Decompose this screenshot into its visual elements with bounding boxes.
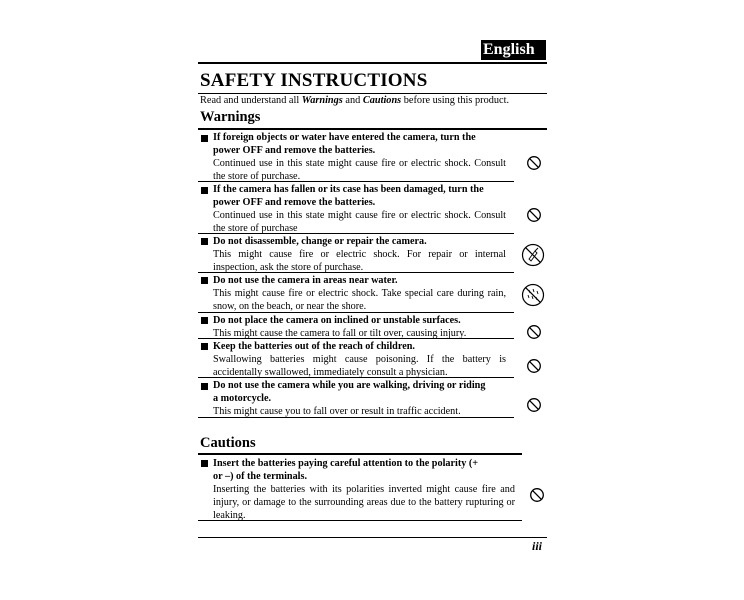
item-title: Do not use the camera while you are walking, driving or riding	[213, 380, 486, 391]
no-water-icon	[521, 283, 545, 312]
bullet-icon	[201, 460, 208, 467]
bullet-icon	[201, 277, 208, 284]
caution-item	[198, 455, 522, 521]
prohibited-icon	[526, 358, 542, 379]
warning-item	[198, 339, 514, 378]
intro-text	[200, 95, 509, 106]
bullet-icon	[201, 187, 208, 194]
header-rule	[198, 62, 547, 64]
prohibited-icon	[526, 397, 542, 418]
item-title: Insert the batteries paying careful attention to the polarity (+	[213, 458, 479, 469]
item-title-cont: power OFF and remove the batteries.	[213, 145, 376, 156]
warning-item	[198, 130, 514, 182]
bullet-icon	[201, 343, 208, 350]
bullet-icon	[201, 383, 208, 390]
page-title: SAFETY INSTRUCTIONS	[200, 70, 428, 91]
bullet-icon	[201, 238, 208, 245]
warning-item	[198, 234, 514, 273]
warnings-heading: Warnings	[200, 109, 261, 125]
title-rule	[198, 93, 547, 94]
bullet-icon	[201, 317, 208, 324]
intro-before: Read and understand all	[200, 95, 302, 106]
item-title: Do not disassemble, change or repair the camera.	[213, 236, 427, 247]
intro-after: before using this product.	[401, 95, 510, 106]
item-title-cont: a motorcycle.	[213, 393, 272, 404]
warning-item	[198, 378, 514, 418]
item-body: This might cause fire or electric shock. Take special care during rain, snow, on the beach, or near the shore.	[213, 288, 506, 312]
prohibited-icon	[529, 487, 545, 508]
intro-and: and	[342, 95, 363, 106]
prohibited-icon	[526, 207, 542, 228]
warning-item	[198, 273, 514, 313]
item-body: Continued use in this state might cause fire or electric shock. Consult the store of purchase	[213, 210, 506, 234]
prohibited-icon	[526, 155, 542, 176]
item-title-cont: power OFF and remove the batteries.	[213, 197, 376, 208]
item-title: If the camera has fallen or its case has been damaged, turn the	[213, 184, 484, 195]
no-disassembly-icon	[521, 243, 545, 272]
item-body: Continued use in this state might cause fire or electric shock. Consult the store of purchase.	[213, 158, 506, 182]
item-title: Do not place the camera on inclined or unstable surfaces.	[213, 315, 461, 326]
warning-item	[198, 313, 514, 339]
bullet-icon	[201, 135, 208, 142]
item-body: Inserting the batteries with its polarities inverted might cause fire and injury, or damage to the surrounding areas due to the battery rupturing or leaking.	[213, 484, 515, 521]
warning-item	[198, 182, 514, 234]
cautions-heading: Cautions	[200, 435, 256, 451]
intro-cautions-word: Cautions	[362, 95, 402, 106]
item-title: Do not use the camera in areas near water.	[213, 275, 398, 286]
item-title: Keep the batteries out of the reach of children.	[213, 341, 415, 352]
prohibited-icon	[526, 324, 542, 345]
footer-rule	[198, 537, 547, 538]
page-number: iii	[532, 539, 543, 553]
item-body: This might cause the camera to fall or tilt over, causing injury.	[213, 328, 467, 339]
item-title: If foreign objects or water have entered the camera, turn the	[213, 132, 476, 143]
item-body: Swallowing batteries might cause poisoning. If the battery is accidentally swallowed, immediately consult a physician.	[213, 354, 506, 378]
item-body: This might cause you to fall over or result in traffic accident.	[213, 406, 461, 417]
item-title-cont: or –) of the terminals.	[213, 471, 308, 482]
item-body: This might cause fire or electric shock. For repair or internal inspection, ask the store of purchase.	[213, 249, 506, 273]
intro-warnings-word: Warnings	[301, 95, 343, 106]
language-label: English	[481, 40, 546, 60]
